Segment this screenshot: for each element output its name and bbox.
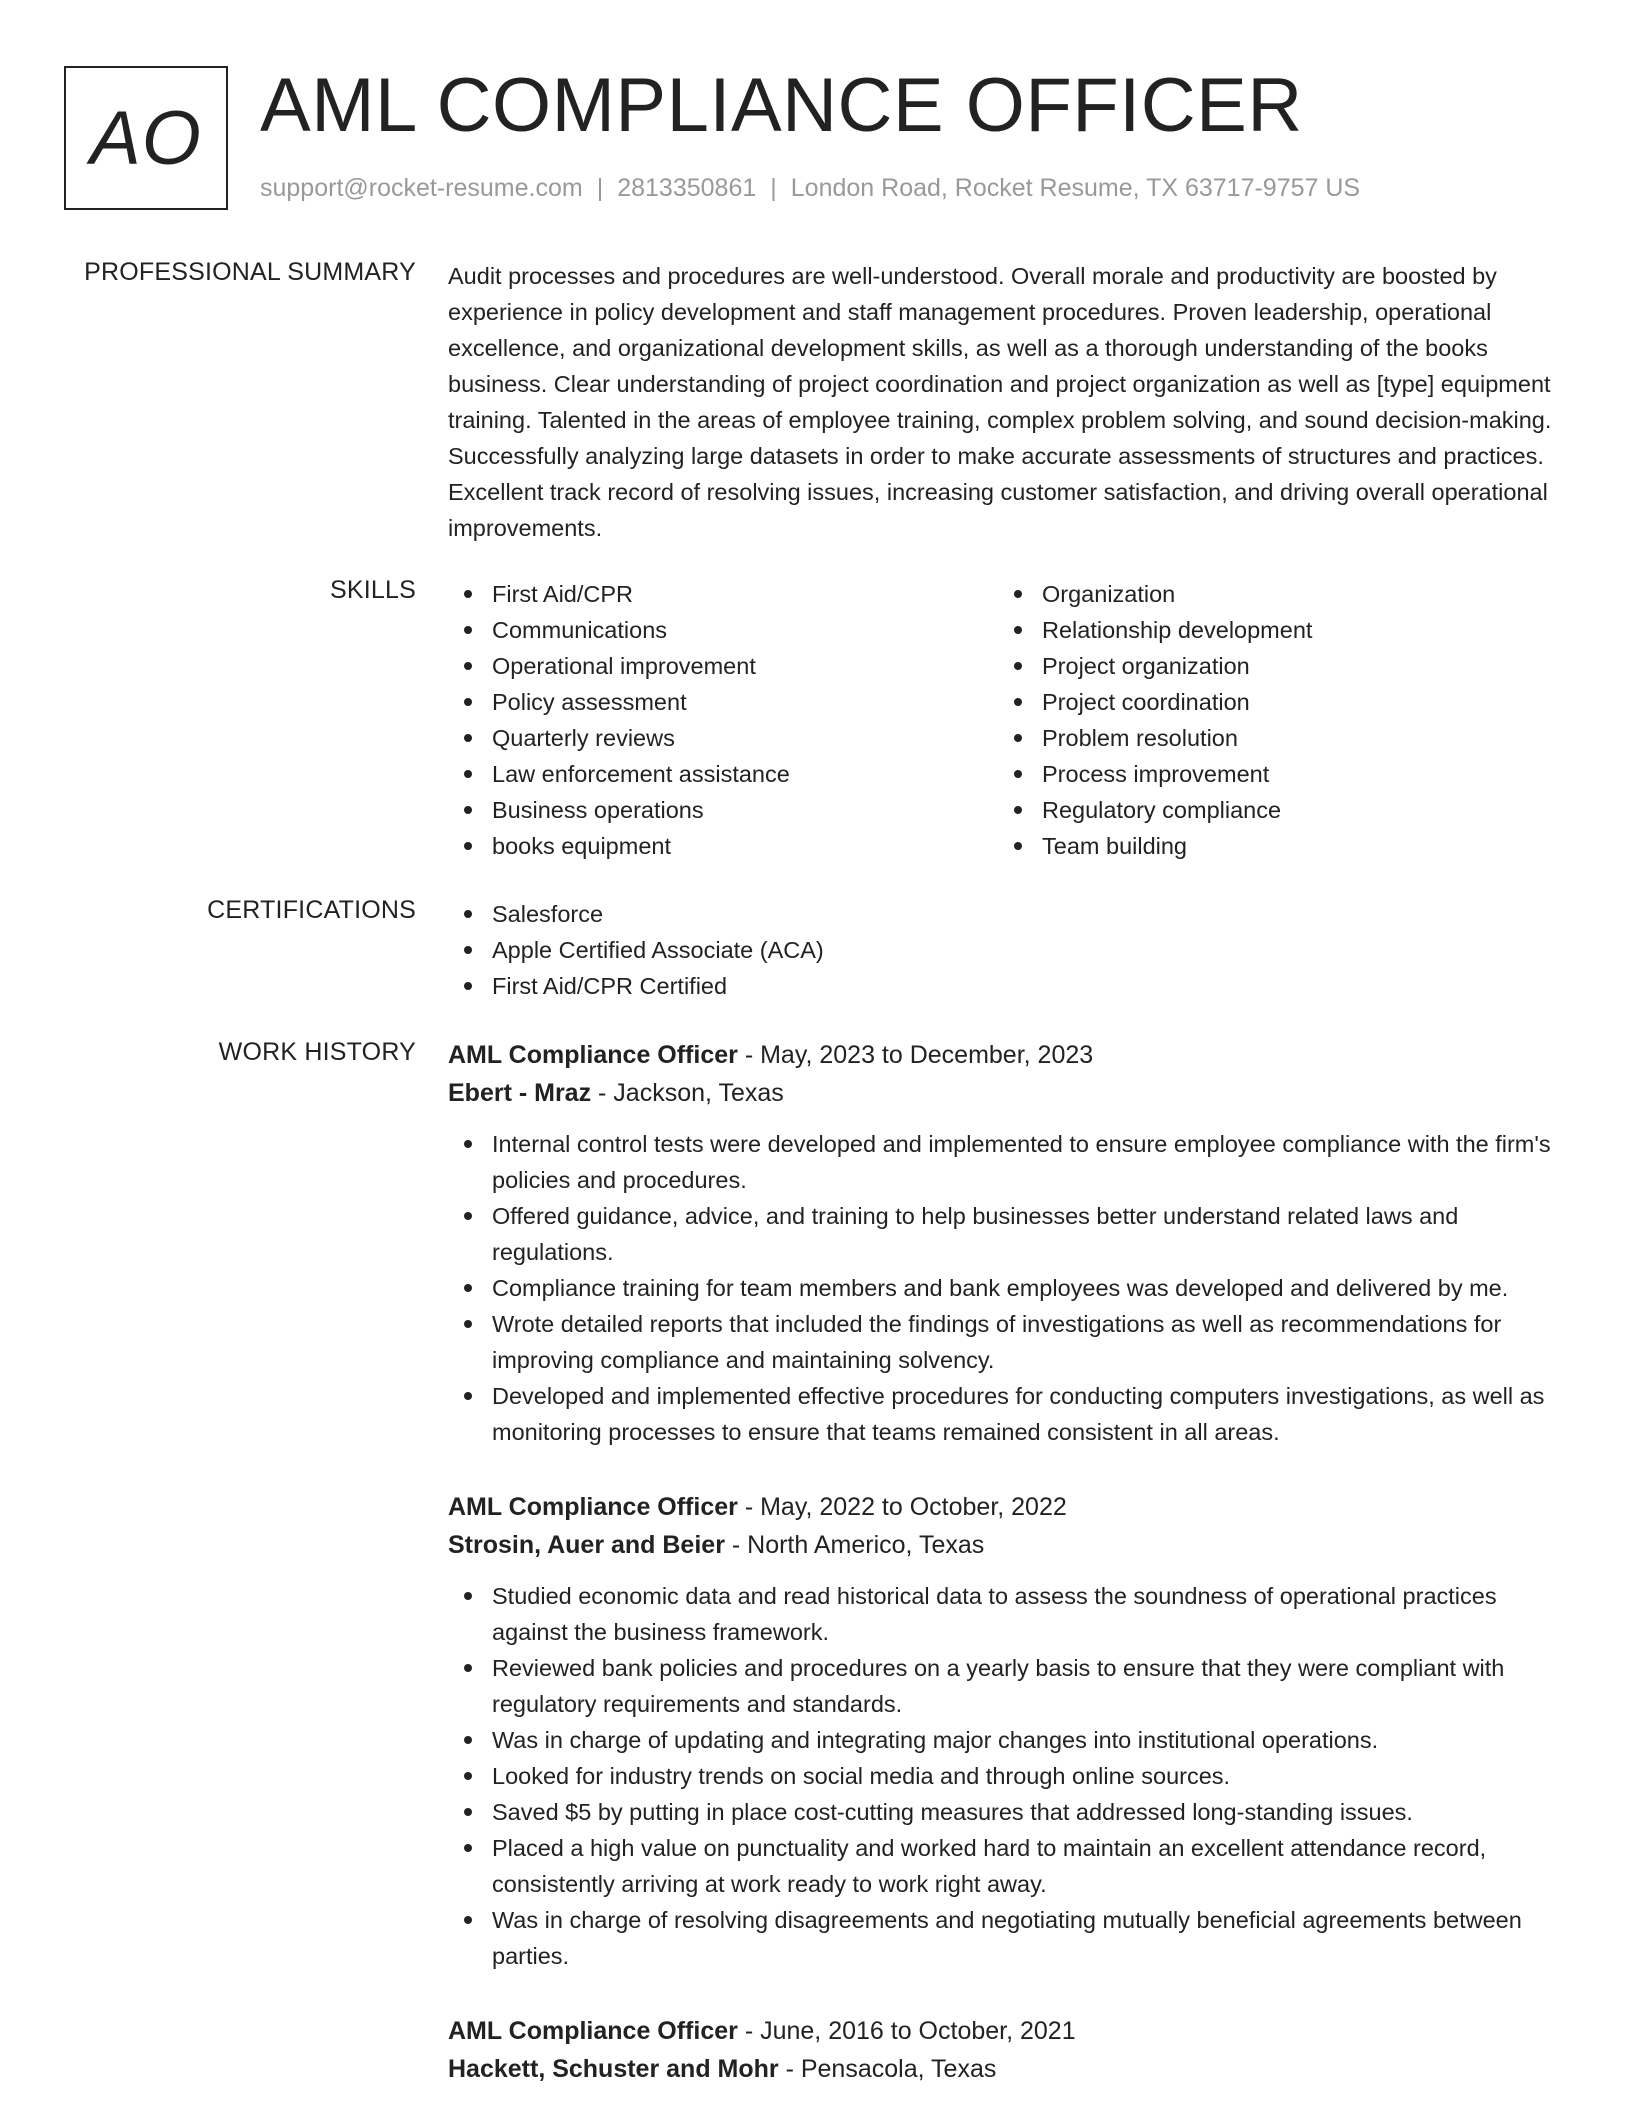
job-title-heading: AML COMPLIANCE OFFICER (260, 63, 1303, 148)
certification-item: First Aid/CPR Certified (448, 968, 1568, 1004)
job-dates: - June, 2016 to October, 2021 (737, 2017, 1076, 2045)
contact-email[interactable]: support@rocket-resume.com (260, 174, 583, 202)
certifications-body (448, 896, 1568, 1004)
job-duty-item: Internal control tests were developed and implemented to ensure employee compliance with the firm's policies and procedures. (448, 1126, 1568, 1198)
work-history-label: WORK HISTORY (218, 1038, 416, 1066)
certification-item: Salesforce (448, 896, 1568, 932)
skill-item: Problem resolution (998, 720, 1548, 756)
job-entry (448, 2012, 1568, 2088)
skills-list-right (998, 576, 1548, 864)
skill-item: Communications (448, 612, 998, 648)
skills-list-left (448, 576, 998, 864)
job-company: Hackett, Schuster and Mohr (448, 2055, 779, 2083)
skill-item: Team building (998, 828, 1548, 864)
job-dates: - May, 2023 to December, 2023 (737, 1041, 1094, 1069)
job-title-line (448, 1036, 1568, 1074)
summary-label: PROFESSIONAL SUMMARY (84, 258, 416, 286)
job-duty-item: Was in charge of updating and integrating major changes into institutional operations. (448, 1722, 1568, 1758)
skill-item: Project coordination (998, 684, 1548, 720)
contact-line (260, 174, 1360, 203)
job-duty-item: Studied economic data and read historical data to assess the soundness of operational practices against the business framework. (448, 1578, 1568, 1650)
job-duties-list (448, 1126, 1568, 1450)
contact-phone[interactable]: 2813350861 (617, 174, 757, 202)
job-entry (448, 1488, 1568, 1974)
skill-item: Relationship development (998, 612, 1548, 648)
job-duty-item: Placed a high value on punctuality and worked hard to maintain an excellent attendance record, consistently arriving at work ready to work right away. (448, 1830, 1568, 1902)
skill-item: Law enforcement assistance (448, 756, 998, 792)
job-title: AML Compliance Officer (448, 1493, 738, 1521)
job-dates: - May, 2022 to October, 2022 (737, 1493, 1067, 1521)
job-company: Strosin, Auer and Beier (448, 1531, 725, 1559)
skill-item: Quarterly reviews (448, 720, 998, 756)
skill-item: Project organization (998, 648, 1548, 684)
certifications-label: CERTIFICATIONS (207, 896, 416, 924)
skill-item: Policy assessment (448, 684, 998, 720)
contact-separator: | (770, 174, 777, 202)
job-company-line (448, 2050, 1568, 2088)
job-duty-item: Looked for industry trends on social media and through online sources. (448, 1758, 1568, 1794)
job-title-line (448, 1488, 1568, 1526)
job-location: - Pensacola, Texas (778, 2055, 997, 2083)
summary-text: Audit processes and procedures are well-understood. Overall morale and productivity are boosted by experience in policy development and staff management procedures. Proven leadership, operational excellence, and organizational development skills, as well as a thorough understanding of the books business. Clear understanding of project coordination and project organization as well as [type] equipment training. Talented in the areas of employee training, complex problem solving, and sound decision-making. Successfully analyzing large datasets in order to make accurate assessments of structures and practices. Excellent track record of resolving issues, increasing customer satisfaction, and driving overall operational improvements. (448, 263, 1552, 541)
job-location: - Jackson, Texas (591, 1079, 784, 1107)
job-company: Ebert - Mraz (448, 1079, 592, 1107)
skill-item: Process improvement (998, 756, 1548, 792)
job-duty-item: Compliance training for team members and bank employees was developed and delivered by me. (448, 1270, 1568, 1306)
skills-label: SKILLS (330, 576, 416, 604)
skill-item: Operational improvement (448, 648, 998, 684)
job-duties-list (448, 1578, 1568, 1974)
certification-item: Apple Certified Associate (ACA) (448, 932, 1568, 968)
skill-item: Organization (998, 576, 1548, 612)
job-duty-item: Reviewed bank policies and procedures on a yearly basis to ensure that they were compliant with regulatory requirements and standards. (448, 1650, 1568, 1722)
contact-address: London Road, Rocket Resume, TX 63717-9757 US (790, 174, 1361, 202)
skill-item: First Aid/CPR (448, 576, 998, 612)
contact-separator: | (596, 174, 604, 202)
job-company-line (448, 1526, 1568, 1564)
resume-header (64, 63, 1564, 210)
job-duty-item: Saved $5 by putting in place cost-cutting measures that addressed long-standing issues. (448, 1794, 1568, 1830)
job-title: AML Compliance Officer (448, 2017, 738, 2045)
skill-item: books equipment (448, 828, 998, 864)
job-duty-item: Developed and implemented effective procedures for conducting computers investigations, as well as monitoring processes to ensure that teams remained consistent in all areas. (448, 1378, 1568, 1450)
certifications-list (448, 896, 1568, 1004)
job-company-line (448, 1074, 1568, 1112)
skill-item: Business operations (448, 792, 998, 828)
job-duty-item: Wrote detailed reports that included the findings of investigations as well as recommendations for improving compliance and maintaining solvency. (448, 1306, 1568, 1378)
skill-item: Regulatory compliance (998, 792, 1548, 828)
job-title: AML Compliance Officer (448, 1041, 738, 1069)
monogram-logo: AO (64, 66, 228, 210)
job-duty-item: Was in charge of resolving disagreements and negotiating mutually beneficial agreements between parties. (448, 1902, 1568, 1974)
job-entry (448, 1036, 1568, 1450)
skills-body (448, 576, 1568, 864)
work-history-body (448, 1036, 1568, 2112)
job-location: - North Americo, Texas (724, 1531, 985, 1559)
job-duty-item: Offered guidance, advice, and training to help businesses better understand related laws and regulations. (448, 1198, 1568, 1270)
job-title-line (448, 2012, 1568, 2050)
